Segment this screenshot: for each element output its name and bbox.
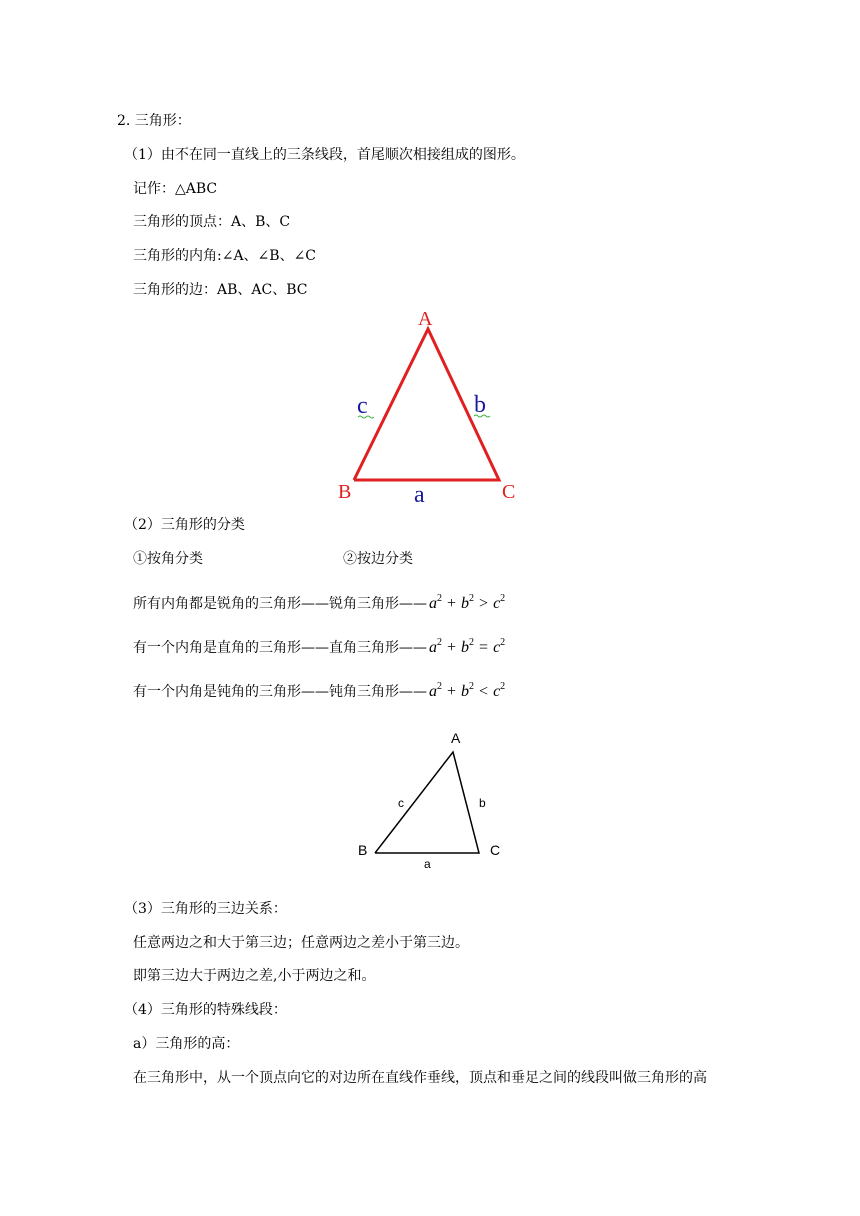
vertex-label-A: A [418,308,433,330]
vertex-label-A: A [451,730,461,746]
vertex-label-C: C [490,842,501,858]
notation-text: 记作：△ABC [133,181,218,197]
vertex-label-C: C [502,481,516,503]
side-label-a: a [414,482,425,508]
triangle-figure-black [350,725,510,873]
by-angle-label: ①按角分类 [133,551,203,567]
formula-acute: $a^2 + b^2 > c^2$ [429,593,506,612]
vertices-text: 三角形的顶点：A、B、C [133,214,291,230]
sides-text: 三角形的边：AB、AC、BC [133,282,308,298]
special-segments-title: （4）三角形的特殊线段： [124,1002,287,1018]
classification-row-text: 所有内角都是锐角的三角形——锐角三角形—— [133,596,427,612]
side-label-b: b [479,796,486,810]
by-side-label: ②按边分类 [343,551,413,567]
definition-text: （1）由不在同一直线上的三条线段，首尾顺次相接组成的图形。 [124,147,525,163]
altitude-definition: 在三角形中，从一个顶点向它的对边所在直线作垂线，顶点和垂足之间的线段叫做三角形的高 [133,1070,707,1086]
classification-row-acute [133,590,505,613]
formula-obtuse: $a^2 + b^2 < c^2$ [429,681,506,700]
altitude-subtitle: a）三角形的高： [133,1036,240,1052]
relation-line-1: 任意两边之和大于第三边；任意两边之差小于第三边。 [133,935,469,951]
triangle-figure-red [330,305,530,510]
classification-row-right [133,634,505,657]
relation-line-2: 即第三边大于两边之差,小于两边之和。 [133,968,376,984]
relation-title: （3）三角形的三边关系： [124,901,287,917]
vertex-label-B: B [338,481,352,503]
section-heading: 2. 三角形： [117,113,191,129]
triangle-black-outline [375,752,479,853]
classification-row-text: 有一个内角是钝角的三角形——钝角三角形—— [133,684,427,700]
side-label-c: c [398,796,404,810]
vertex-label-B: B [358,842,368,858]
classification-row-obtuse [133,678,505,701]
formula-right: $a^2 + b^2 = c^2$ [429,637,506,656]
angles-text: 三角形的内角:∠A、∠B、∠C [133,248,317,264]
side-label-a: a [424,857,431,871]
side-label-c: c [357,393,368,419]
side-label-b: b [474,392,486,418]
classification-row-text: 有一个内角是直角的三角形——直角三角形—— [133,640,427,656]
classification-title: （2）三角形的分类 [124,517,245,533]
